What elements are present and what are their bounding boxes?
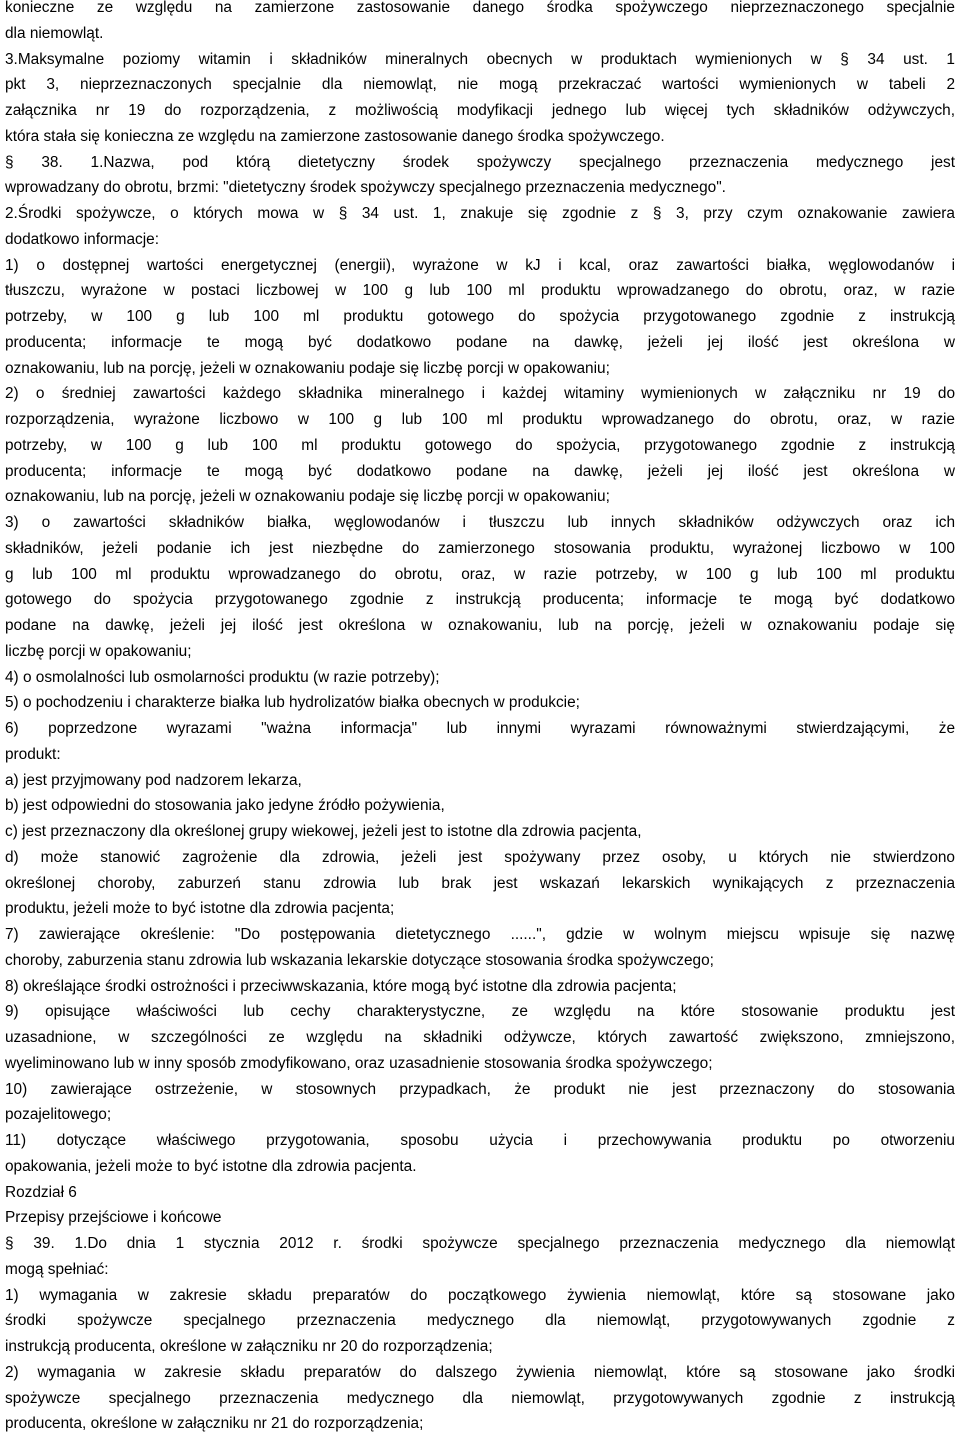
text-line: składników, jeżeli podanie ich jest niezbędne do zamierzonego stosowania produktu, wyrażonej liczbowo w 100	[5, 539, 955, 557]
text-line: 9) opisujące właściwości lub cechy charakterystyczne, ze względu na które stosowanie produktu jest	[5, 1003, 955, 1021]
text-line: załącznika nr 19 do rozporządzenia, z możliwością modyfikacji jednego lub więcej tych składników odżywczych,	[5, 102, 955, 119]
text-line: rozporządzenia, wyrażone liczbowo w 100 g lub 100 ml produktu wprowadzanego do obrotu, oraz, w razie	[5, 411, 955, 428]
text-line: liczbę porcji w opakowaniu;	[5, 642, 192, 660]
text-line: 3) o zawartości składników białka, węglowodanów i tłuszczu lub innych składników odżywczych oraz ich	[5, 514, 955, 531]
text-line: 5) o pochodzeniu i charakterze białka lub hydrolizatów białka obecnych w produkcie;	[5, 694, 580, 712]
text-line: c) jest przeznaczony dla określonej grupy wiekowej, jeżeli jest to istotne dla zdrowia pacjenta,	[5, 823, 642, 840]
text-line: 10) zawierające ostrzeżenie, w stosownych przypadkach, że produkt nie jest przeznaczony do stosowania	[5, 1080, 955, 1098]
text-line: 11) dotyczące właściwego przygotowania, sposobu użycia i przechowywania produktu po otworzeniu	[5, 1132, 955, 1149]
text-line: potrzeby, w 100 g lub 100 ml produktu gotowego do spożycia, przygotowanego zgodnie z instrukcją	[5, 436, 955, 454]
text-line: 3.Maksymalne poziomy witamin i składników mineralnych obecnych w produktach wymienionych w § 34 ust. 1	[5, 50, 955, 68]
text-line: 8) określające środki ostrożności i przeciwwskazania, które mogą być istotne dla zdrowia pacjenta;	[5, 977, 677, 995]
text-line: choroby, zaburzenia stanu zdrowia lub wskazania lekarskie dotyczące stosowania środka spożywczego;	[5, 951, 714, 969]
text-line: dla niemowląt.	[5, 24, 104, 42]
text-line: produktu, jeżeli może to być istotne dla zdrowia pacjenta;	[5, 900, 395, 918]
text-line: gotowego do spożycia przygotowanego zgodnie z instrukcją producenta; informacje te mogą być dodatkowo	[5, 591, 955, 609]
text-line: opakowania, jeżeli może to być istotne dla zdrowia pacjenta.	[5, 1157, 417, 1175]
text-line: § 38. 1.Nazwa, pod którą dietetyczny środek spożywczy specjalnego przeznaczenia medycznego jest	[5, 153, 955, 171]
text-line: 1) wymagania w zakresie składu preparatów do początkowego żywienia niemowląt, które są stosowane jako	[5, 1286, 955, 1304]
text-line: środki spożywcze specjalnego przeznaczenia medycznego dla niemowląt, przygotowywanych zgodnie z	[5, 1312, 955, 1330]
text-line: d) może stanowić zagrożenie dla zdrowia, jeżeli jest spożywany przez osoby, u których nie stwierdzono	[5, 848, 955, 866]
text-line: pkt 3, nieprzeznaczonych specjalnie dla niemowląt, nie mogą przekraczać wartości wymienionych w tabeli 2	[5, 76, 955, 94]
text-line: producenta; informacje te mogą być dodatkowo podane na dawkę, jeżeli jej ilość jest określona w	[5, 462, 955, 480]
text-line: producenta, określone w załączniku nr 21 do rozporządzenia;	[5, 1415, 424, 1433]
text-line: 4) o osmolalności lub osmolarności produktu (w razie potrzeby);	[5, 668, 440, 686]
text-line: 1) o dostępnej wartości energetycznej (energii), wyrażone w kJ i kcal, oraz zawartości białka, węglowodanów i	[5, 256, 955, 274]
text-line: b) jest odpowiedni do stosowania jako jedyne źródło pożywienia,	[5, 797, 445, 815]
text-line: która stała się konieczna ze względu na zamierzone zastosowanie danego środka spożywczego.	[5, 127, 665, 145]
text-line: konieczne ze względu na zamierzone zastosowanie danego środka spożywczego nieprzeznaczonego specjalnie	[5, 0, 955, 16]
text-line: oznakowaniu, lub na porcję, jeżeli w oznakowaniu podaje się liczbę porcji w opakowaniu;	[5, 488, 610, 506]
text-line: Przepisy przejściowe i końcowe	[5, 1209, 222, 1227]
text-line: 7) zawierające określenie: "Do postępowania dietetycznego ......", gdzie w wolnym miejscu wpisuje się nazwę	[5, 926, 955, 943]
text-line: produkt:	[5, 745, 61, 763]
text-line: 6) poprzedzone wyrazami "ważna informacja" lub innymi wyrazami równoważnymi stwierdzającymi, że	[5, 720, 955, 737]
document-body	[5, 0, 955, 1437]
text-line: instrukcją producenta, określone w załączniku nr 20 do rozporządzenia;	[5, 1338, 493, 1355]
text-line: podane na dawkę, jeżeli jej ilość jest określona w oznakowaniu, lub na porcję, jeżeli w oznakowaniu podaje się	[5, 617, 955, 634]
text-line: określonej choroby, zaburzeń stanu zdrowia lub brak jest wskazań lekarskich wynikających z przeznaczenia	[5, 874, 955, 892]
text-line: wprowadzany do obrotu, brzmi: "dietetyczny środek spożywczy specjalnego przeznaczenia medycznego".	[5, 179, 726, 197]
text-line: oznakowaniu, lub na porcję, jeżeli w oznakowaniu podaje się liczbę porcji w opakowaniu;	[5, 359, 610, 377]
text-line: wyeliminowano lub w inny sposób zmodyfikowano, oraz uzasadnienie stosowania środka spożywczego;	[5, 1054, 713, 1072]
text-line: g lub 100 ml produktu wprowadzanego do obrotu, oraz, w razie potrzeby, w 100 g lub 100 ml produktu	[5, 565, 955, 583]
text-line: a) jest przyjmowany pod nadzorem lekarza,	[5, 771, 302, 789]
text-line: § 39. 1.Do dnia 1 stycznia 2012 r. środki spożywcze specjalnego przeznaczenia medycznego dla niemowląt	[5, 1235, 955, 1252]
text-line: dodatkowo informacje:	[5, 230, 159, 248]
text-line: uzasadnione, w szczególności ze względu na składniki odżywcze, których zawartość zwiększono, zmniejszono,	[5, 1029, 955, 1046]
text-line: 2.Środki spożywcze, o których mowa w § 34 ust. 1, znakuje się zgodnie z § 3, przy czym oznakowanie zawiera	[5, 205, 955, 222]
text-line: potrzeby, w 100 g lub 100 ml produktu gotowego do spożycia przygotowanego zgodnie z instrukcją	[5, 308, 955, 325]
text-line: spożywcze specjalnego przeznaczenia medycznego dla niemowląt, przygotowywanych zgodnie z instrukcją	[5, 1389, 955, 1407]
text-line: producenta; informacje te mogą być dodatkowo podane na dawkę, jeżeli jej ilość jest określona w	[5, 333, 955, 351]
text-line: 2) o średniej zawartości każdego składnika mineralnego i każdej witaminy wymienionych w załączniku nr 19 do	[5, 385, 955, 403]
text-line: Rozdział 6	[5, 1183, 77, 1201]
text-line: 2) wymagania w zakresie składu preparatów do dalszego żywienia niemowląt, które są stosowane jako środki	[5, 1363, 955, 1381]
text-line: mogą spełniać:	[5, 1260, 109, 1278]
text-line: tłuszczu, wyrażone w postaci liczbowej w 100 g lub 100 ml produktu wprowadzanego do obrotu, oraz, w razie	[5, 282, 955, 300]
text-line: pozajelitowego;	[5, 1106, 112, 1124]
